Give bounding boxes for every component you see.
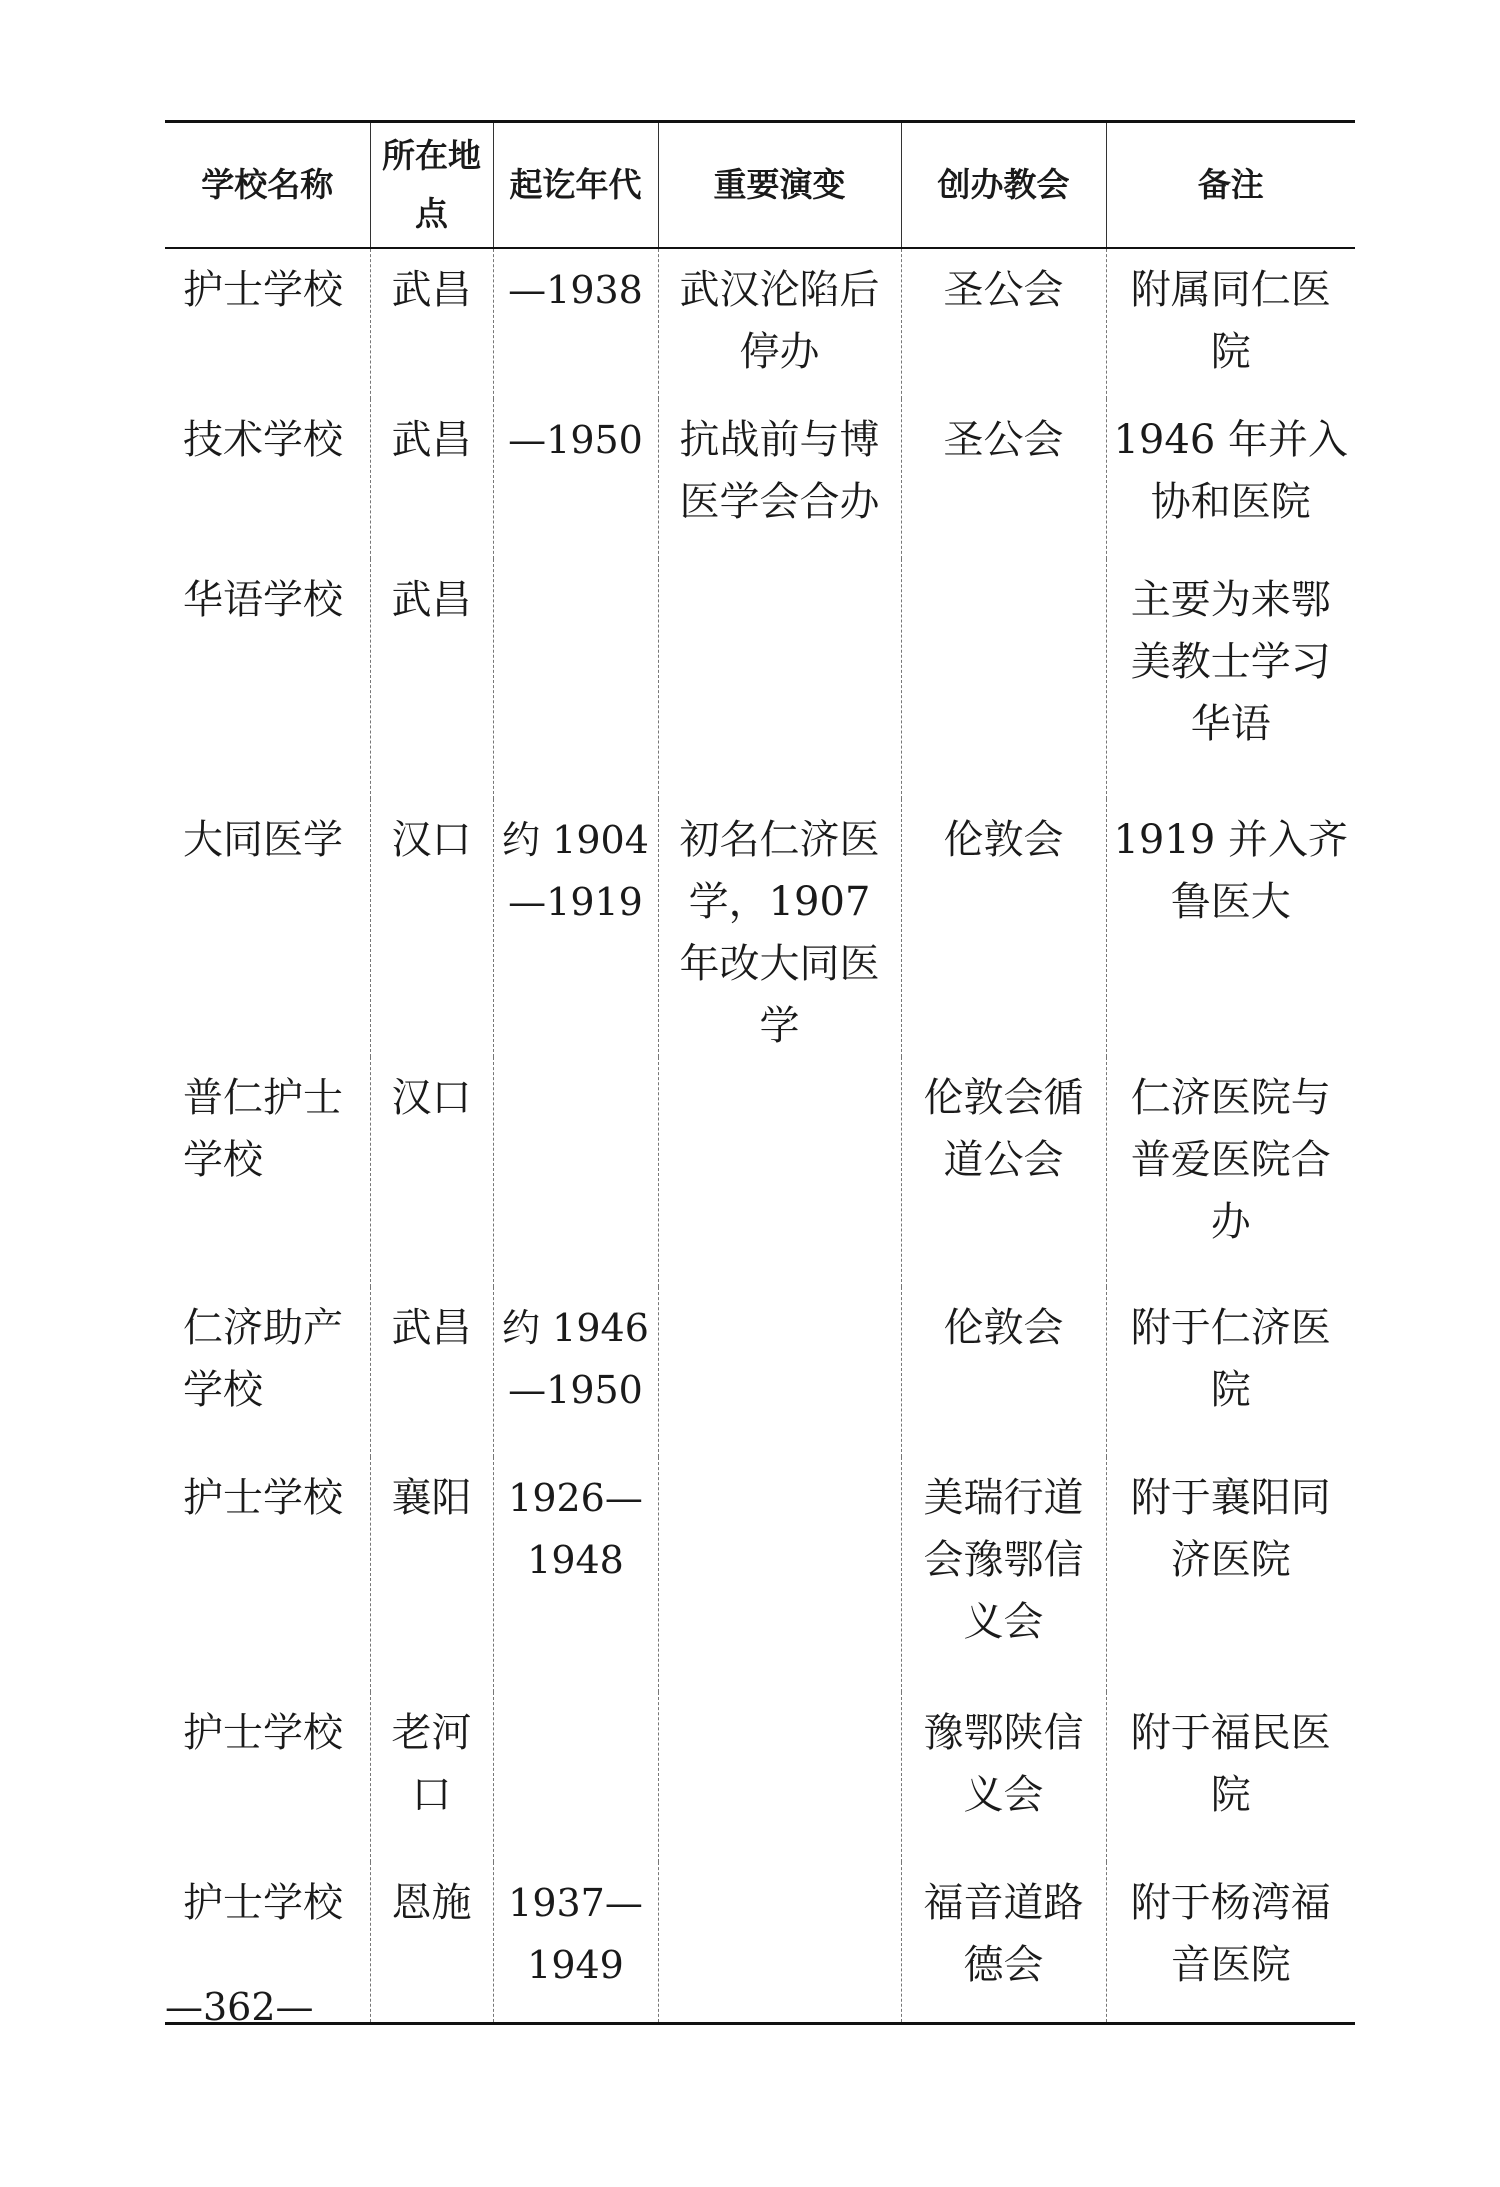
cell-location: 武昌 xyxy=(370,559,493,799)
cell-location: 汉口 xyxy=(370,799,493,1057)
table-row xyxy=(165,248,1355,399)
table-row xyxy=(165,559,1355,799)
cell-location: 武昌 xyxy=(370,1287,493,1457)
cell-remarks: 仁济医院与普爱医院合办 xyxy=(1106,1057,1355,1287)
cell-evolution xyxy=(658,1457,901,1692)
cell-period: 约 1946—1950 xyxy=(493,1287,658,1457)
cell-remarks: 1919 并入齐鲁医大 xyxy=(1106,799,1355,1057)
cell-remarks: 附于仁济医院 xyxy=(1106,1287,1355,1457)
data-table xyxy=(165,123,1355,2022)
cell-school-name: 华语学校 xyxy=(183,577,343,623)
cell-evolution xyxy=(658,1862,901,2022)
cell-church: 伦敦会 xyxy=(901,799,1106,1057)
cell-period xyxy=(493,1692,658,1862)
cell-remarks: 附于福民医院 xyxy=(1106,1692,1355,1862)
page-number: —362— xyxy=(165,1985,314,2029)
cell-remarks: 附于杨湾福音医院 xyxy=(1106,1862,1355,2022)
cell-location: 恩施 xyxy=(370,1862,493,2022)
cell-church: 伦敦会循道公会 xyxy=(901,1057,1106,1287)
header-church: 创办教会 xyxy=(901,123,1106,248)
header-period: 起讫年代 xyxy=(493,123,658,248)
cell-remarks: 附于襄阳同济医院 xyxy=(1106,1457,1355,1692)
table-row xyxy=(165,399,1355,559)
header-school-name: 学校名称 xyxy=(165,123,370,248)
cell-evolution xyxy=(658,1057,901,1287)
cell-church: 圣公会 xyxy=(901,248,1106,399)
cell-location: 武昌 xyxy=(370,248,493,399)
table-row xyxy=(165,1862,1355,2022)
cell-evolution xyxy=(658,1287,901,1457)
cell-location: 老河口 xyxy=(370,1692,493,1862)
cell-period: 约 1904—1919 xyxy=(493,799,658,1057)
cell-church: 豫鄂陕信义会 xyxy=(901,1692,1106,1862)
header-row xyxy=(165,123,1355,248)
table-row xyxy=(165,799,1355,1057)
cell-period: 1937—1949 xyxy=(493,1862,658,2022)
cell-church xyxy=(901,559,1106,799)
cell-school-name: 护士学校 xyxy=(183,267,343,313)
cell-remarks: 附属同仁医院 xyxy=(1106,248,1355,399)
table-row xyxy=(165,1457,1355,1692)
cell-remarks: 1946 年并入协和医院 xyxy=(1106,399,1355,559)
table-row xyxy=(165,1287,1355,1457)
header-remarks: 备注 xyxy=(1106,123,1355,248)
church-schools-table xyxy=(165,120,1355,2025)
header-location: 所在地点 xyxy=(370,123,493,248)
cell-school-name: 护士学校 xyxy=(183,1475,343,1521)
cell-school-name: 仁济助产学校 xyxy=(183,1305,343,1413)
cell-school-name: 普仁护士学校 xyxy=(183,1075,343,1183)
cell-evolution xyxy=(658,1692,901,1862)
cell-school-name: 护士学校 xyxy=(183,1880,343,1926)
cell-evolution xyxy=(658,559,901,799)
cell-location: 武昌 xyxy=(370,399,493,559)
cell-evolution: 初名仁济医学，1907 年改大同医学 xyxy=(658,799,901,1057)
cell-church: 福音道路德会 xyxy=(901,1862,1106,2022)
cell-period: 1926—1948 xyxy=(493,1457,658,1692)
cell-church: 美瑞行道会豫鄂信义会 xyxy=(901,1457,1106,1692)
cell-school-name: 技术学校 xyxy=(183,417,343,463)
cell-church: 伦敦会 xyxy=(901,1287,1106,1457)
header-evolution: 重要演变 xyxy=(658,123,901,248)
cell-period xyxy=(493,559,658,799)
cell-period xyxy=(493,1057,658,1287)
cell-period: —1938 xyxy=(493,248,658,399)
cell-remarks: 主要为来鄂美教士学习华语 xyxy=(1106,559,1355,799)
cell-school-name: 大同医学 xyxy=(183,817,343,863)
cell-location: 襄阳 xyxy=(370,1457,493,1692)
cell-period: —1950 xyxy=(493,399,658,559)
cell-location: 汉口 xyxy=(370,1057,493,1287)
cell-school-name: 护士学校 xyxy=(183,1710,343,1756)
table-row xyxy=(165,1692,1355,1862)
cell-church: 圣公会 xyxy=(901,399,1106,559)
cell-evolution: 抗战前与博医学会合办 xyxy=(658,399,901,559)
cell-evolution: 武汉沦陷后停办 xyxy=(658,248,901,399)
table-row xyxy=(165,1057,1355,1287)
